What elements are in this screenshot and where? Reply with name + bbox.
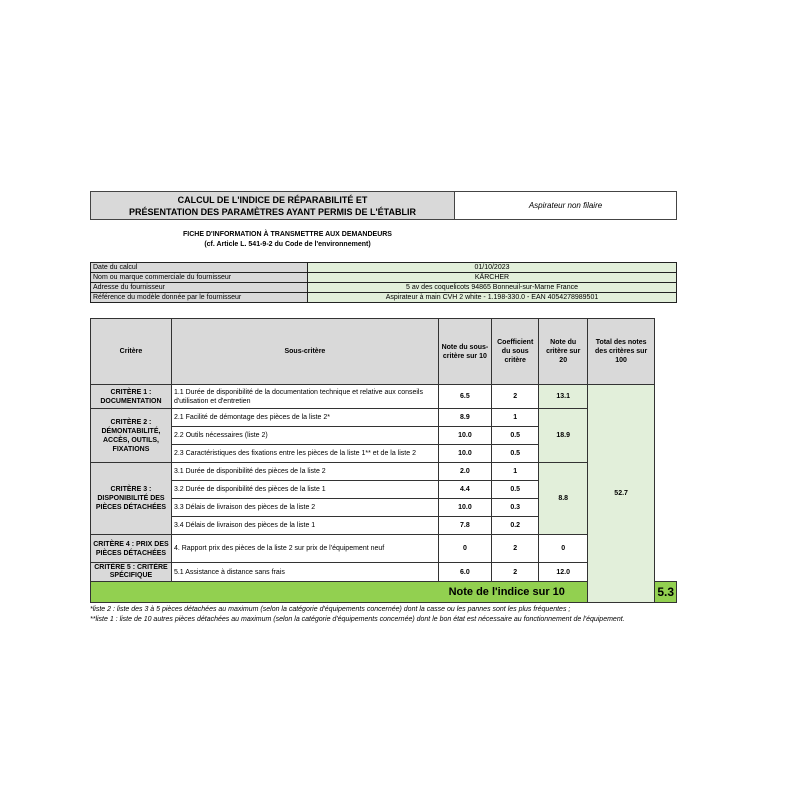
subcriterion-note: 10.0	[438, 499, 491, 517]
criterion-5-name: CRITÈRE 5 : CRITÈRE SPÉCIFIQUE	[91, 563, 172, 582]
subcriterion-coef: 1	[491, 409, 539, 427]
subcriterion-note: 6.5	[438, 385, 491, 409]
subcriterion-note: 8.9	[438, 409, 491, 427]
subcriterion-label: 3.3 Délais de livraison des pièces de la liste 2	[171, 499, 438, 517]
subcriterion-coef: 0.5	[491, 445, 539, 463]
subcriterion-coef: 2	[491, 385, 539, 409]
subcriterion-label: 3.2 Durée de disponibilité des pièces de la liste 1	[171, 481, 438, 499]
criterion-1-note20: 13.1	[539, 385, 587, 409]
info-row	[91, 293, 677, 303]
subcriterion-note: 4.4	[438, 481, 491, 499]
subcriterion-note: 2.0	[438, 463, 491, 481]
criterion-3-note20: 8.8	[539, 463, 587, 535]
supplier-info-table	[90, 262, 677, 303]
subcriterion-coef: 2	[491, 535, 539, 563]
info-value: 01/10/2023	[308, 263, 677, 273]
subcriterion-coef: 0.2	[491, 517, 539, 535]
info-value: KÄRCHER	[308, 273, 677, 283]
info-label: Référence du modèle donnée par le fournisseur	[91, 293, 308, 303]
col-header-total100: Total des notes des critères sur 100	[587, 319, 654, 385]
final-score-value: 5.3	[655, 582, 677, 603]
info-row	[91, 273, 677, 283]
subcriterion-label: 2.1 Facilité de démontage des pièces de la liste 2*	[171, 409, 438, 427]
criterion-4-name: CRITÈRE 4 : PRIX DES PIÈCES DÉTACHÉES	[91, 535, 172, 563]
footnotes	[90, 605, 680, 625]
product-type: Aspirateur non filaire	[455, 192, 677, 220]
subcriterion-note: 6.0	[438, 563, 491, 582]
title-line-1: CALCUL DE L'INDICE DE RÉPARABILITÉ ET	[177, 194, 368, 205]
subcriterion-coef: 1	[491, 463, 539, 481]
subcriterion-note: 7.8	[438, 517, 491, 535]
footnote-list-2: *liste 2 : liste des 3 à 5 pièces détachées au maximum (selon la catégorie d'équipements concernée) dont la casse ou les pannes sont les plus fréquentes ;	[90, 606, 571, 613]
subcriterion-coef: 0.5	[491, 427, 539, 445]
subcriterion-coef: 2	[491, 563, 539, 582]
subcriterion-label: 3.1 Durée de disponibilité des pièces de la liste 2	[171, 463, 438, 481]
subcriterion-note: 10.0	[438, 445, 491, 463]
col-header-criterion: Critère	[91, 319, 172, 385]
info-label: Date du calcul	[91, 263, 308, 273]
info-value: Aspirateur à main CVH 2 white - 1.198-330.0 - EAN 4054278989501	[308, 293, 677, 303]
table-row	[91, 385, 677, 409]
subcriterion-label: 2.3 Caractéristiques des fixations entre les pièces de la liste 1** et de la liste 2	[171, 445, 438, 463]
col-header-coefficient: Coefficient du sous critère	[491, 319, 539, 385]
final-score-label: Note de l'indice sur 10	[91, 582, 588, 603]
header-box	[90, 191, 677, 220]
col-header-subcriterion: Sous-critère	[171, 319, 438, 385]
document-title	[91, 192, 455, 220]
subcriterion-label: 4. Rapport prix des pièces de la liste 2 sur prix de l'équipement neuf	[171, 535, 438, 563]
criterion-5-note20: 12.0	[539, 563, 587, 582]
total-score-100: 52.7	[587, 385, 654, 603]
criterion-4-note20: 0	[539, 535, 587, 563]
info-value: 5 av des coquelicots 94865 Bonneuil-sur-Marne France	[308, 283, 677, 293]
info-row	[91, 283, 677, 293]
title-line-2: PRÉSENTATION DES PARAMÈTRES AYANT PERMIS DE L'ÉTABLIR	[128, 206, 416, 217]
col-header-note10: Note du sous-critère sur 10	[438, 319, 491, 385]
subtitle-line-2: (cf. Article L. 541-9-2 du Code de l'environnement)	[204, 241, 371, 248]
info-label: Nom ou marque commerciale du fournisseur	[91, 273, 308, 283]
subcriterion-note: 10.0	[438, 427, 491, 445]
table-header-row	[91, 319, 677, 385]
subcriterion-label: 3.4 Délais de livraison des pièces de la liste 1	[171, 517, 438, 535]
footnote-list-1: **liste 1 : liste de 10 autres pièces détachées au maximum (selon la catégorie d'équipements concernée) dont le bon état est nécessaire au fonctionnement de l'équipement.	[90, 616, 625, 623]
col-header-note20: Note du critère sur 20	[539, 319, 587, 385]
criterion-3-name: CRITÈRE 3 : DISPONIBILITÉ DES PIÈCES DÉTACHÉES	[91, 463, 172, 535]
subcriterion-coef: 0.3	[491, 499, 539, 517]
subcriterion-label: 1.1 Durée de disponibilité de la documentation technique et relative aux conseils d'utilisation et d'entretien	[171, 385, 438, 409]
criterion-1-name: CRITÈRE 1 : DOCUMENTATION	[91, 385, 172, 409]
info-label: Adresse du fournisseur	[91, 283, 308, 293]
subtitle-line-1: FICHE D'INFORMATION À TRANSMETTRE AUX DEMANDEURS	[183, 231, 392, 238]
subcriterion-coef: 0.5	[491, 481, 539, 499]
criterion-2-note20: 18.9	[539, 409, 587, 463]
criterion-2-name: CRITÈRE 2 : DÉMONTABILITÉ, ACCÈS, OUTILS, FIXATIONS	[91, 409, 172, 463]
scoring-table	[90, 318, 677, 603]
info-row	[91, 263, 677, 273]
subcriterion-label: 5.1 Assistance à distance sans frais	[171, 563, 438, 582]
subcriterion-label: 2.2 Outils nécessaires (liste 2)	[171, 427, 438, 445]
subtitle	[90, 230, 485, 250]
subcriterion-note: 0	[438, 535, 491, 563]
